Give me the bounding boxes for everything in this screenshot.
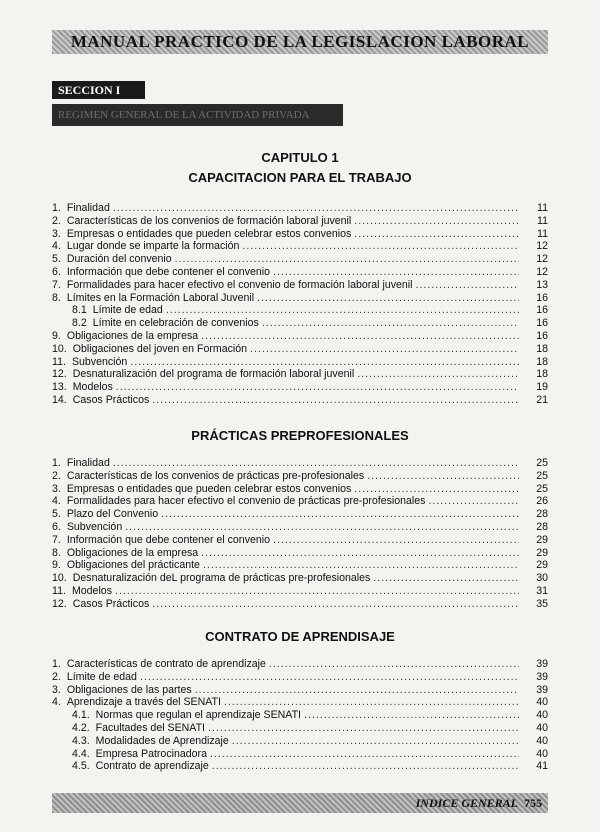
toc-entry [52, 722, 548, 735]
toc-entry-number: 3. [52, 683, 61, 696]
toc-entry [52, 521, 548, 534]
dot-leader [161, 508, 519, 521]
toc-entry-label: Plazo del Convenio [66, 508, 159, 521]
toc-entry [52, 368, 548, 381]
toc-entry-page: 29 [536, 559, 548, 572]
toc-entry [52, 215, 548, 228]
toc-entry-page: 12 [536, 265, 548, 278]
toc-entry-number: 2. [52, 214, 61, 227]
toc-entry [52, 330, 548, 343]
toc-entry-page: 30 [536, 572, 548, 585]
toc-entry [52, 253, 548, 266]
toc-entry-number: 7. [52, 533, 61, 546]
dot-leader [367, 470, 519, 483]
toc-entry-page: 39 [536, 683, 548, 696]
toc-entry-number: 3. [52, 482, 61, 495]
toc-entry-label: Casos Prácticos [72, 597, 150, 610]
book-title: MANUAL PRACTICO DE LA LEGISLACION LABORAL [70, 32, 530, 51]
dot-leader [212, 760, 519, 773]
toc-entry-label: Modelos [72, 381, 113, 394]
toc-entry-page: 25 [536, 457, 548, 469]
dot-leader [116, 381, 519, 394]
toc-entry-page: 40 [536, 696, 548, 709]
toc-entry-page: 16 [536, 304, 548, 317]
toc-entry-number: 6. [52, 265, 61, 278]
toc-entry-number: 1. [52, 658, 61, 670]
toc-list-aprendisaje [52, 658, 548, 773]
toc-entry-page: 40 [536, 747, 548, 760]
toc-entry-page: 39 [536, 670, 548, 683]
toc-entry-page: 40 [536, 709, 548, 722]
toc-entry-page: 40 [536, 734, 548, 747]
dot-leader [140, 671, 519, 684]
toc-entry-label: Formalidades para hacer efectivo el convenio de prácticas pre-profesionales [66, 495, 426, 508]
toc-entry-number: 11. [52, 355, 66, 368]
dot-leader [232, 735, 519, 748]
dot-leader [273, 266, 519, 279]
dot-leader [354, 483, 519, 496]
toc-entry [52, 266, 548, 279]
toc-entry-page: 11 [537, 202, 548, 214]
dot-leader [130, 356, 519, 369]
toc-entry-page: 18 [536, 342, 548, 355]
toc-entry-number: 9. [52, 559, 61, 572]
toc-entry [52, 470, 548, 483]
toc-entry-number: 11. [52, 584, 66, 597]
toc-entry-page: 25 [536, 469, 548, 482]
toc-entry-label: Información que debe contener el convenio [66, 265, 271, 278]
toc-entry [52, 760, 548, 773]
toc-entry-page: 11 [537, 227, 548, 240]
toc-entry-number: 8. [52, 546, 61, 559]
toc-entry-number: 2. [52, 469, 61, 482]
dot-leader [269, 658, 519, 671]
toc-entry-label: Obligaciones de la empresa [66, 546, 199, 559]
chapter-title: CAPACITACION PARA EL TRABAJO [188, 170, 412, 185]
toc-entry-page: 12 [536, 253, 548, 266]
toc-entry-number: 13. [52, 381, 67, 394]
running-footer [52, 793, 548, 813]
toc-entry-page: 28 [536, 520, 548, 533]
toc-entry-label: Formalidades para hacer efectivo el convenio de formación laboral juvenil [66, 278, 413, 291]
toc-entry [52, 559, 548, 572]
dot-leader [373, 572, 519, 585]
dot-leader [428, 495, 519, 508]
toc-entry-label: Contrato de aprendizaje [95, 760, 209, 773]
toc-entry-label: Finalidad [66, 202, 110, 214]
toc-entry-number: 5. [52, 508, 61, 521]
toc-entry-page: 16 [536, 291, 548, 304]
toc-entry-label: Empresa Patrocinadora [95, 747, 207, 760]
toc-entry-label: Límite en celebración de convenios [92, 317, 259, 330]
dot-leader [152, 394, 519, 407]
toc-entry-page: 39 [536, 658, 548, 670]
toc-entry [52, 279, 548, 292]
toc-entry-page: 21 [536, 393, 548, 406]
toc-entry-number: 12. [52, 597, 67, 610]
dot-leader [416, 279, 519, 292]
toc-entry [52, 585, 548, 598]
toc-entry [52, 572, 548, 585]
toc-entry-label: Límite de edad [92, 304, 163, 317]
toc-entry-number: 4. [52, 696, 61, 709]
chapter-number: CAPITULO 1 [261, 150, 339, 165]
dot-leader [354, 228, 519, 241]
toc-entry [52, 658, 548, 671]
toc-entry [52, 547, 548, 560]
toc-entry [52, 343, 548, 356]
toc-entry [52, 228, 548, 241]
toc-entry-number: 10. [52, 572, 67, 585]
dot-leader [208, 722, 519, 735]
toc-entry-number: 8.2 [72, 317, 87, 330]
toc-entry [52, 304, 548, 317]
toc-entry-page: 31 [536, 584, 548, 597]
dot-leader [175, 253, 519, 266]
toc-entry [52, 534, 548, 547]
dot-leader [203, 559, 519, 572]
toc-entry-label: Obligaciones de las partes [66, 683, 192, 696]
toc-entry-number: 2. [52, 670, 61, 683]
toc-entry-label: Obligaciones del prácticante [66, 559, 200, 572]
toc-entry-page: 28 [536, 508, 548, 521]
toc-entry-number: 1. [52, 457, 61, 469]
dot-leader [166, 304, 519, 317]
toc-entry [52, 598, 548, 611]
toc-entry-page: 29 [536, 533, 548, 546]
toc-entry-label: Empresas o entidades que pueden celebrar estos convenios [66, 227, 352, 240]
toc-entry-label: Información que debe contener el convenio [66, 533, 271, 546]
section-subtitle: REGIMEN GENERAL DE LA ACTIVIDAD PRIVADA [52, 104, 343, 126]
dot-leader [273, 534, 519, 547]
toc-entry [52, 317, 548, 330]
section-label: SECCION I [52, 81, 145, 99]
toc-entry-label: Lugar donde se imparte la formación [66, 240, 240, 253]
dot-leader [250, 343, 519, 356]
toc-entry-label: Facultades del SENATI [95, 721, 205, 734]
toc-entry-number: 8.1 [72, 304, 87, 317]
toc-entry-number: 8. [52, 291, 61, 304]
toc-entry-label: Características de los convenios de formación laboral juvenil [66, 214, 352, 227]
toc-entry-number: 4.4. [72, 747, 90, 760]
toc-entry [52, 483, 548, 496]
dot-leader [113, 202, 519, 215]
toc-entry-number: 14. [52, 393, 67, 406]
toc-entry [52, 292, 548, 305]
dot-leader [210, 748, 519, 761]
toc-entry-label: Obligaciones de la empresa [66, 329, 199, 342]
toc-entry-page: 35 [536, 597, 548, 610]
dot-leader [201, 547, 519, 560]
toc-entry [52, 508, 548, 521]
toc-entry-number: 4.1. [72, 709, 90, 722]
toc-entry-label: Duración del convenio [66, 253, 172, 266]
toc-entry-number: 4.2. [72, 721, 90, 734]
dot-leader [115, 585, 519, 598]
toc-entry-label: Aprendizaje a través del SENATI [66, 696, 221, 709]
toc-entry-page: 13 [536, 278, 548, 291]
toc-entry-label: Límite de edad [66, 670, 137, 683]
toc-entry-label: Subvención [71, 355, 128, 368]
page-number: 755 [524, 795, 542, 810]
toc-entry-number: 5. [52, 253, 61, 266]
toc-entry-number: 4.3. [72, 734, 90, 747]
running-header [52, 30, 548, 54]
toc-entry-label: Subvención [66, 520, 123, 533]
section-heading-practicas: PRÁCTICAS PREPROFESIONALES [191, 428, 409, 443]
toc-entry-number: 3. [52, 227, 61, 240]
toc-entry-page: 18 [536, 368, 548, 381]
toc-entry [52, 671, 548, 684]
toc-entry-page: 40 [536, 721, 548, 734]
toc-entry-number: 7. [52, 278, 61, 291]
dot-leader [113, 457, 519, 470]
toc-entry-label: Obligaciones del joven en Formación [72, 342, 248, 355]
toc-entry [52, 696, 548, 709]
toc-entry-page: 16 [536, 329, 548, 342]
dot-leader [304, 709, 519, 722]
toc-entry-page: 29 [536, 546, 548, 559]
toc-entry-label: Finalidad [66, 457, 110, 469]
toc-entry [52, 381, 548, 394]
toc-entry [52, 394, 548, 407]
dot-leader [152, 598, 519, 611]
dot-leader [201, 330, 519, 343]
dot-leader [257, 292, 519, 305]
toc-entry-page: 18 [536, 355, 548, 368]
toc-entry-label: Modalidades de Aprendizaje [95, 734, 229, 747]
toc-entry [52, 240, 548, 253]
toc-entry [52, 356, 548, 369]
toc-entry-page: 41 [536, 760, 548, 773]
toc-list-capacitacion [52, 202, 548, 407]
toc-entry-page: 11 [537, 214, 548, 227]
toc-entry-label: Empresas o entidades que pueden celebrar estos convenios [66, 482, 352, 495]
toc-entry-label: Normas que regulan el aprendizaje SENATI [95, 709, 301, 722]
toc-entry [52, 709, 548, 722]
toc-entry-label: Casos Prácticos [72, 393, 150, 406]
toc-entry-number: 4.5. [72, 760, 90, 773]
toc-entry-page: 25 [536, 482, 548, 495]
toc-entry-number: 9. [52, 329, 61, 342]
toc-entry-label: Características de contrato de aprendizaje [66, 658, 266, 670]
toc-entry-label: Desnaturalización deL programa de prácticas pre-profesionales [72, 572, 371, 585]
dot-leader [357, 368, 519, 381]
toc-entry-page: 12 [536, 240, 548, 253]
dot-leader [354, 215, 519, 228]
toc-entry-number: 4. [52, 240, 61, 253]
footer-label: INDICE GENERAL [415, 795, 518, 810]
toc-entry-number: 1. [52, 202, 61, 214]
dot-leader [242, 240, 519, 253]
toc-entry-number: 6. [52, 520, 61, 533]
toc-entry-number: 4. [52, 495, 61, 508]
toc-entry [52, 495, 548, 508]
dot-leader [195, 684, 519, 697]
toc-entry-page: 26 [536, 495, 548, 508]
dot-leader [262, 317, 519, 330]
section-heading-aprendisaje: CONTRATO DE APRENDISAJE [205, 629, 395, 644]
toc-entry [52, 202, 548, 215]
toc-entry [52, 457, 548, 470]
toc-entry-label: Límites en la Formación Laboral Juvenil [66, 291, 255, 304]
dot-leader [125, 521, 519, 534]
toc-entry-number: 10. [52, 342, 67, 355]
toc-entry [52, 748, 548, 761]
toc-entry [52, 735, 548, 748]
toc-list-practicas [52, 457, 548, 611]
toc-entry-label: Desnaturalización del programa de formación laboral juvenil [72, 368, 355, 381]
dot-leader [224, 696, 519, 709]
toc-entry-number: 12. [52, 368, 67, 381]
toc-entry-label: Modelos [71, 584, 112, 597]
toc-entry-page: 19 [536, 381, 548, 394]
toc-entry [52, 684, 548, 697]
toc-entry-page: 16 [536, 317, 548, 330]
toc-entry-label: Características de los convenios de prácticas pre-profesionales [66, 469, 365, 482]
